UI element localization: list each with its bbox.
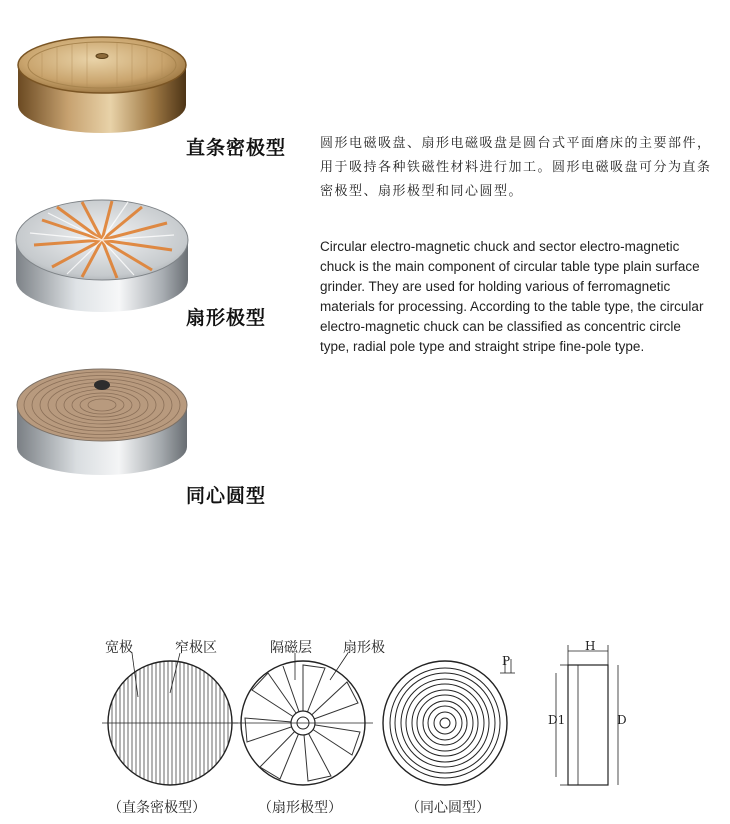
product-label-straight: 直条密极型 [186,137,287,159]
product-label-concentric: 同心圆型 [186,485,267,507]
label-isolation-layer: 隔磁层 [270,640,312,656]
label-pitch-p: P [502,654,511,668]
label-diameter-d: D [617,713,627,727]
side-view-diagram [556,645,618,785]
label-wide-pole: 宽极 [105,640,133,656]
caption-straight-stripe: （直条密极型） [108,800,206,816]
concentric-diagram [383,659,515,785]
label-height-h: H [585,639,596,653]
label-diameter-d1: D1 [548,713,566,727]
caption-concentric: （同心圆型） [406,800,490,816]
product-label-sector: 扇形极型 [186,307,267,329]
straight-stripe-diagram [102,653,238,795]
sector-pole-chuck-photo [12,185,192,315]
label-sector-pole: 扇形极 [343,640,385,656]
description-chinese: 圆形电磁吸盘、扇形电磁吸盘是圆台式平面磨床的主要部件，用于吸持各种铁磁性材料进行加工。圆形电磁吸盘可分为直条密极型、扇形极型和同心圆型。 [320,136,712,199]
straight-stripe-chuck-photo [12,20,192,135]
description-english: Circular electro-magnetic chuck and sector electro-magnetic chuck is the main component of circular table type plain surface grinder. They are used for holding various of ferromagnetic materials for processing. According to the table type, the circular electro-magnetic chuck can be classified as concentric circle type, radial pole type and straight stripe fine-pole type. [320,239,704,354]
label-narrow-pole-zone: 窄极区 [175,640,217,656]
caption-sector-pole: （扇形极型） [258,800,342,816]
sector-pole-diagram [233,653,373,785]
concentric-circle-chuck-photo [12,355,192,480]
